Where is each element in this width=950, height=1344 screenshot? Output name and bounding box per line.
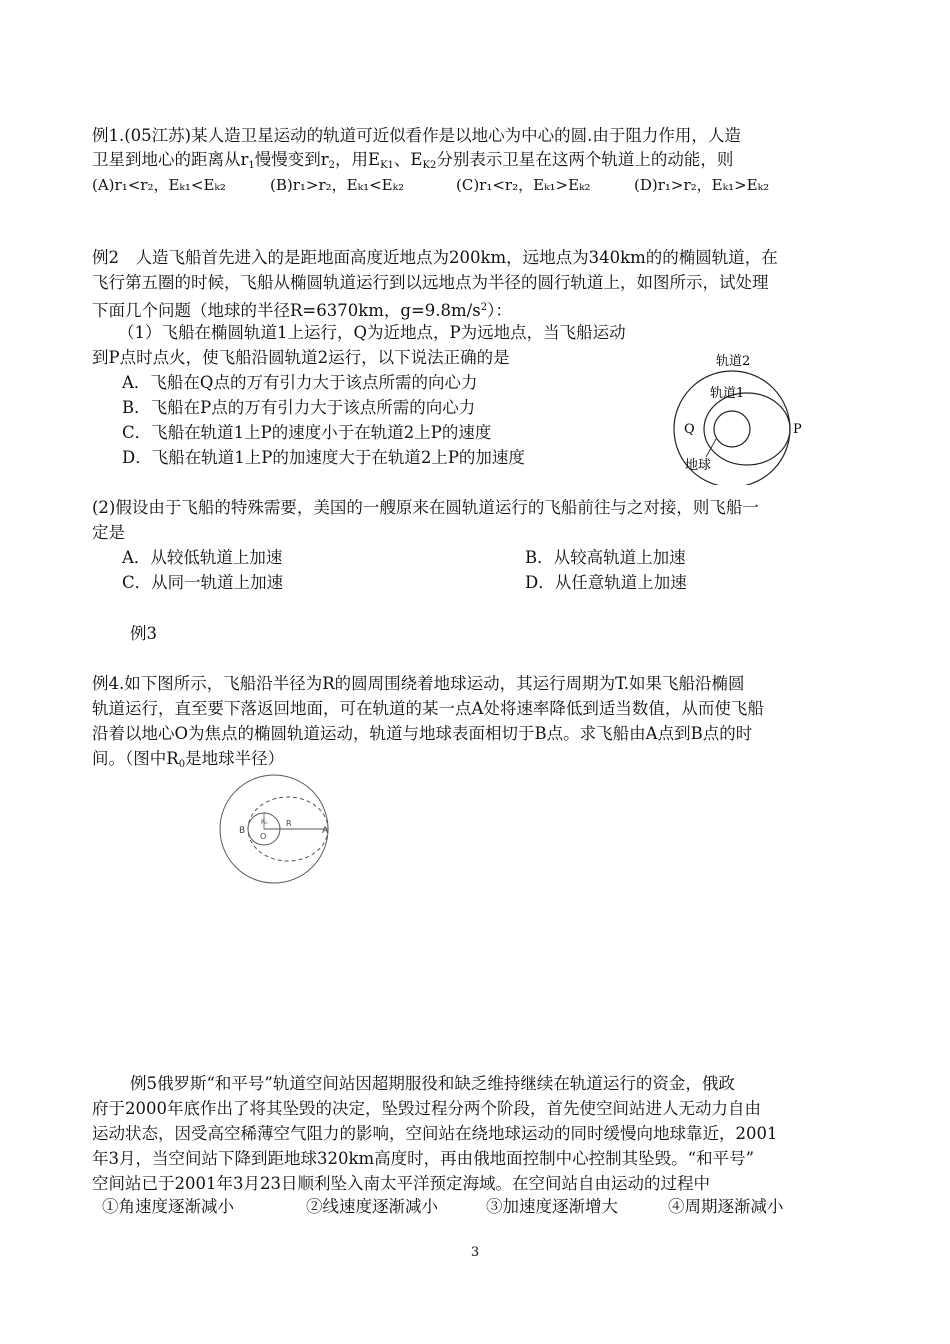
q1-sub-k2: K2 bbox=[422, 160, 437, 171]
point-q-label: Q bbox=[684, 422, 695, 437]
q1-sub-1: 1 bbox=[248, 160, 255, 171]
orbit-1-ellipse bbox=[704, 393, 790, 465]
q1-sub-k1: K1 bbox=[380, 160, 394, 171]
q5-line3: 运动状态，因受高空稀薄空气阻力的影响，空间站在绕地球运动的同时缓慢向地球靠近，2001 bbox=[92, 1124, 778, 1143]
q1-text-e: 分别表示卫星在这两个轨道上的动能，则 bbox=[436, 150, 734, 169]
q1-text-c: ，用E bbox=[335, 150, 381, 169]
q5-line5: 空间站已于2001年3月23日顺利坠入南太平洋预定海域。在空间站自由运动的过程中 bbox=[92, 1174, 710, 1193]
q5-line1: 例5俄罗斯“和平号”轨道空间站因超期服役和缺乏维持继续在轨道运行的资金，俄政 bbox=[130, 1074, 735, 1093]
q1-line1: 例1.(05江苏)某人造卫星运动的轨道可近似看作是以地心为中心的圆.由于阻力作用，人造 bbox=[92, 126, 741, 145]
q5-line2: 府于2000年底作出了将其坠毁的决定，坠毁过程分两个阶段，首先使空间站进人无动力自由 bbox=[92, 1099, 761, 1118]
q2-part1-option-c: C．飞船在轨道1上P的速度小于在轨道2上P的速度 bbox=[122, 423, 492, 442]
q5-option-3: ③加速度逐渐增大 bbox=[486, 1197, 618, 1216]
q1-sub-2: 2 bbox=[328, 160, 336, 171]
q1-text-b: 慢慢变到r bbox=[254, 150, 329, 169]
earth-label: 地球 bbox=[685, 458, 712, 473]
q5-option-4: ④周期逐渐减小 bbox=[668, 1197, 784, 1216]
q2-line1: 例2 人造飞船首先进入的是距地面高度近地点为200km，远地点为340km的的椭圆轨道，在 bbox=[92, 248, 778, 267]
q1-text-a: 卫星到地心的距离从r bbox=[92, 150, 249, 169]
orbit-2-label: 轨道2 bbox=[716, 354, 751, 369]
q2-part1-option-b: B．飞船在P点的万有引力大于该点所需的向心力 bbox=[122, 398, 476, 417]
q4-line4-text: 间。（图中R bbox=[92, 749, 179, 768]
q2-part2-line2: 定是 bbox=[92, 523, 125, 542]
q2-line3-sup: 2 bbox=[480, 302, 488, 313]
q2-line3-end: ）： bbox=[487, 301, 512, 320]
q3-label: 例3 bbox=[130, 624, 157, 643]
radius-r0-label: R₀ bbox=[261, 819, 268, 826]
q2-part2-option-a: A．从较低轨道上加速 bbox=[122, 548, 283, 567]
point-b-label: B bbox=[239, 826, 246, 836]
q1-text-d: 、E bbox=[393, 150, 423, 169]
point-a-label: A bbox=[322, 826, 329, 836]
q4-line4-end: 是地球半径） bbox=[185, 749, 285, 768]
q2-part2-line1: (2)假设由于飞船的特殊需要，美国的一艘原来在圆轨道运行的飞船前往与之对接，则飞船一 bbox=[92, 498, 759, 517]
q2-line3 bbox=[92, 296, 512, 323]
q2-line2: 飞行第五圈的时候，飞船从椭圆轨道运行到以远地点为半径的圆行轨道上，如图所示，试处理 bbox=[92, 273, 769, 292]
q5-option-1: ①角速度逐渐减小 bbox=[102, 1197, 234, 1216]
q2-part2-option-b: B．从较高轨道上加速 bbox=[525, 548, 686, 567]
q2-line3-text: 下面几个问题（地球的半径R=6370km，g=9.8m/s bbox=[92, 301, 481, 320]
q4-line1: 例4.如下图所示，飞船沿半径为R的圆周围绕着地球运动，其运行周期为T.如果飞船沿椭圆 bbox=[92, 674, 745, 693]
q4-line2: 轨道运行，直至要下落返回地面，可在轨道的某一点A处将速率降低到适当数值，从而使飞船 bbox=[92, 699, 764, 718]
earth-circle bbox=[714, 411, 750, 447]
q5-option-2: ②线速度逐渐减小 bbox=[306, 1197, 438, 1216]
earth-pointer bbox=[706, 439, 716, 457]
q4-line4-sub: 0 bbox=[178, 759, 186, 770]
center-o-label: O bbox=[260, 832, 267, 841]
orbit-1-label: 轨道1 bbox=[710, 386, 745, 401]
q2-part1-line2: 到P点时点火，使飞船沿圆轨道2运行，以下说法正确的是 bbox=[92, 348, 510, 367]
q5-line4: 年3月，当空间站下降到距地球320km高度时，再由俄地面控制中心控制其坠毁。“和平号” bbox=[92, 1149, 755, 1168]
descent-diagram bbox=[212, 772, 337, 887]
q2-part2-option-d: D．从任意轨道上加速 bbox=[525, 573, 687, 592]
q1-option-a: (A)r₁<r₂，Eₖ₁<Eₖ₂ bbox=[92, 176, 226, 194]
orbit-diagram bbox=[660, 345, 820, 485]
radius-r-label: R bbox=[286, 819, 292, 828]
q1-option-c: (C)r₁<r₂，Eₖ₁>Eₖ₂ bbox=[456, 176, 591, 194]
q4-line3: 沿着以地心O为焦点的椭圆轨道运动，轨道与地球表面相切于B点。求飞船由A点到B点的时 bbox=[92, 724, 753, 743]
point-p-label: P bbox=[793, 422, 802, 437]
q1-option-b: (B)r₁>r₂，Eₖ₁<Eₖ₂ bbox=[270, 176, 405, 194]
q2-part1-option-a: A．飞船在Q点的万有引力大于该点所需的向心力 bbox=[122, 373, 478, 392]
q2-part1-line1: （1）飞船在椭圆轨道1上运行，Q为近地点，P为远地点，当飞船运动 bbox=[118, 323, 626, 342]
q1-option-d: (D)r₁>r₂，Eₖ₁>Eₖ₂ bbox=[634, 176, 770, 194]
page-number: 3 bbox=[470, 1245, 480, 1260]
q2-part2-option-c: C．从同一轨道上加速 bbox=[122, 573, 284, 592]
q2-part1-option-d: D．飞船在轨道1上P的加速度大于在轨道2上P的加速度 bbox=[122, 448, 525, 467]
